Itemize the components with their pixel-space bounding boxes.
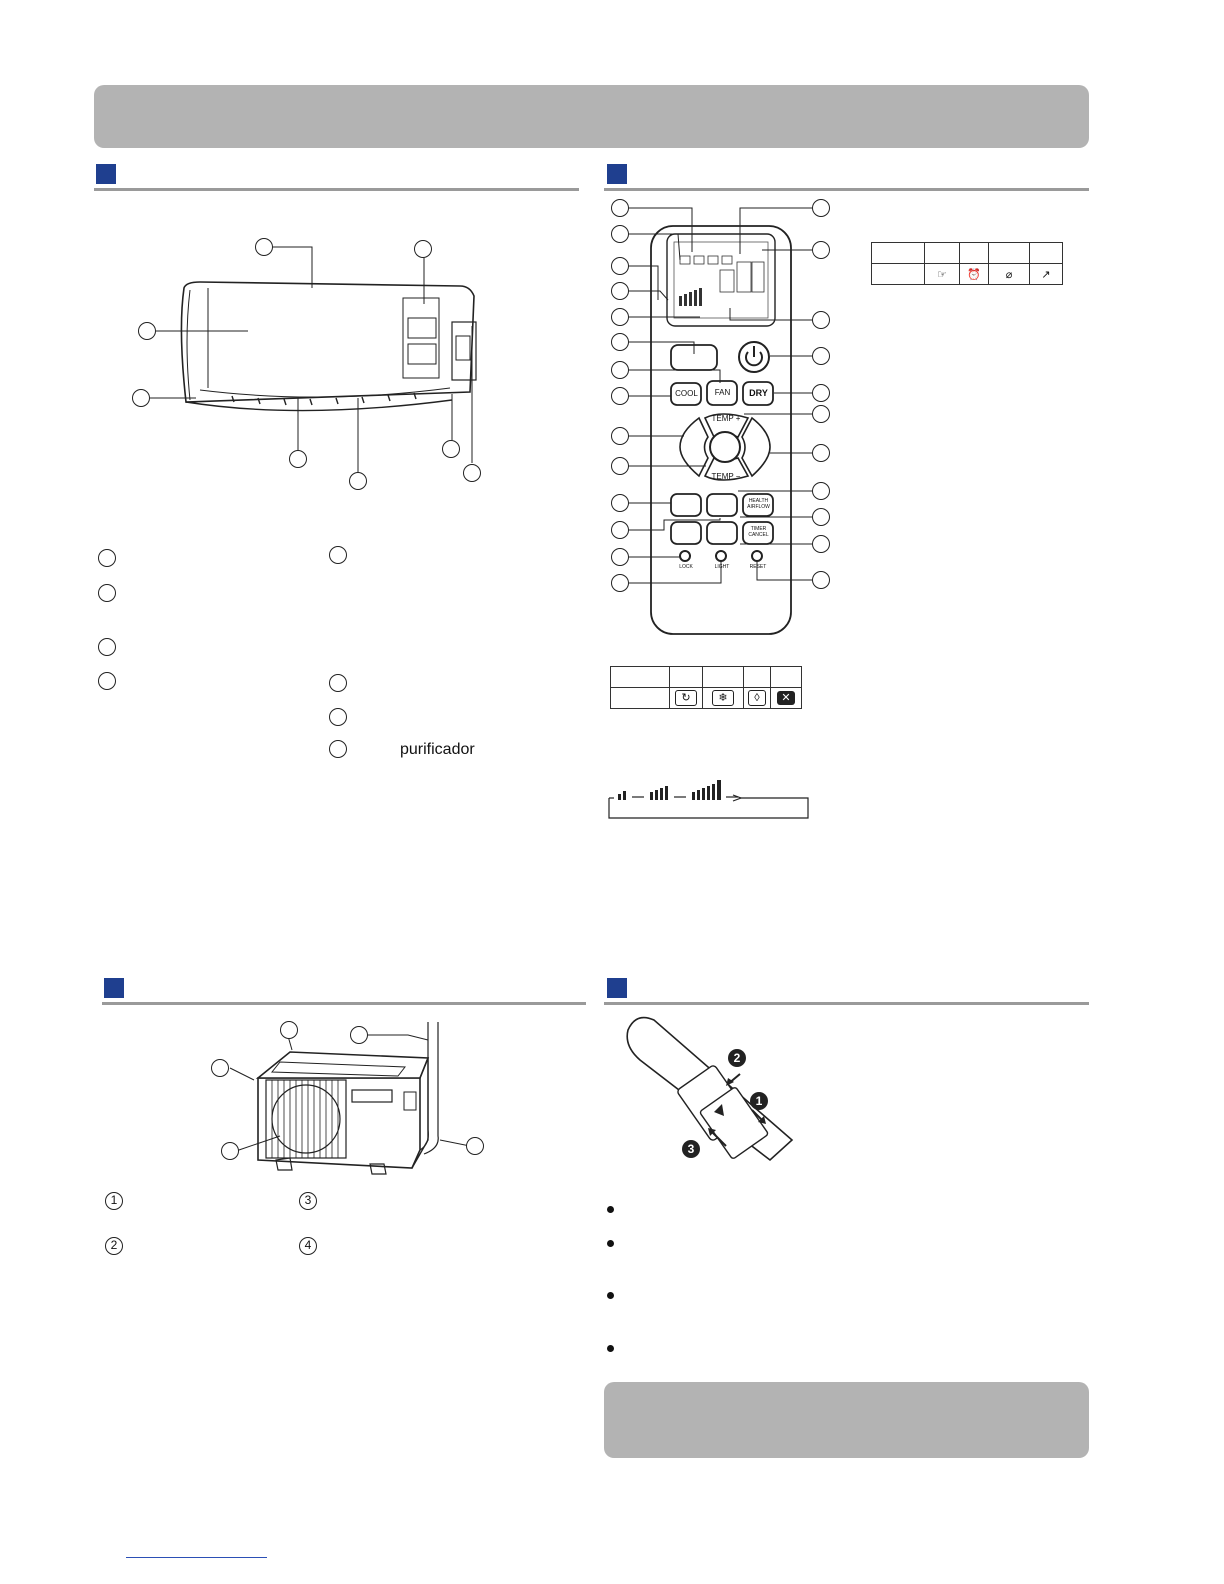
note-box — [604, 1382, 1089, 1458]
auto-mode-icon: ↻ — [670, 688, 703, 709]
health-airflow-button[interactable]: HEALTH AIRFLOW — [747, 498, 770, 510]
snowflake-icon: ❄ — [703, 688, 744, 709]
battery-step-3-marker — [682, 1140, 700, 1158]
footer-link-underline[interactable] — [126, 1557, 267, 1558]
lock-button-label: LOCK — [679, 564, 693, 570]
hand-point-icon: ☞ — [925, 264, 960, 285]
battery-step-3-label: 3 — [687, 1142, 695, 1156]
timer-cancel-button[interactable]: TIMER CANCEL — [748, 526, 769, 538]
battery-step-2-label: 2 — [733, 1051, 741, 1065]
battery-bullet-4 — [607, 1345, 614, 1352]
light-button-label: LIGHT — [714, 564, 730, 570]
indoor-legend-item-8-text: purificador — [400, 741, 475, 758]
cool-button[interactable]: COOL — [675, 389, 698, 398]
fan-button[interactable]: FAN — [714, 388, 731, 397]
temp-plus-button[interactable]: TEMP + — [711, 414, 741, 423]
battery-step-1-marker — [750, 1092, 768, 1110]
battery-bullet-1 — [607, 1206, 614, 1213]
leaf-icon: ⌀ — [989, 264, 1030, 285]
drop-icon: ◊ — [744, 688, 771, 709]
outdoor-legend-1: 1 — [105, 1192, 123, 1210]
battery-bullet-3 — [607, 1292, 614, 1299]
arrow-up-right-icon: ↗ — [1030, 264, 1063, 285]
battery-step-1-label: 1 — [755, 1094, 763, 1108]
battery-step-2-marker — [728, 1049, 746, 1067]
outdoor-legend-4: 4 — [299, 1237, 317, 1255]
battery-bullet-2 — [607, 1240, 614, 1247]
reset-button-label: RESET — [749, 564, 767, 570]
fan-icon: ✕ — [771, 688, 802, 709]
temp-minus-button[interactable]: TEMP − — [711, 472, 741, 481]
outdoor-legend-2: 2 — [105, 1237, 123, 1255]
dry-button[interactable]: DRY — [749, 388, 768, 398]
outdoor-legend-3: 3 — [299, 1192, 317, 1210]
alarm-clock-icon: ⏰ — [960, 264, 989, 285]
